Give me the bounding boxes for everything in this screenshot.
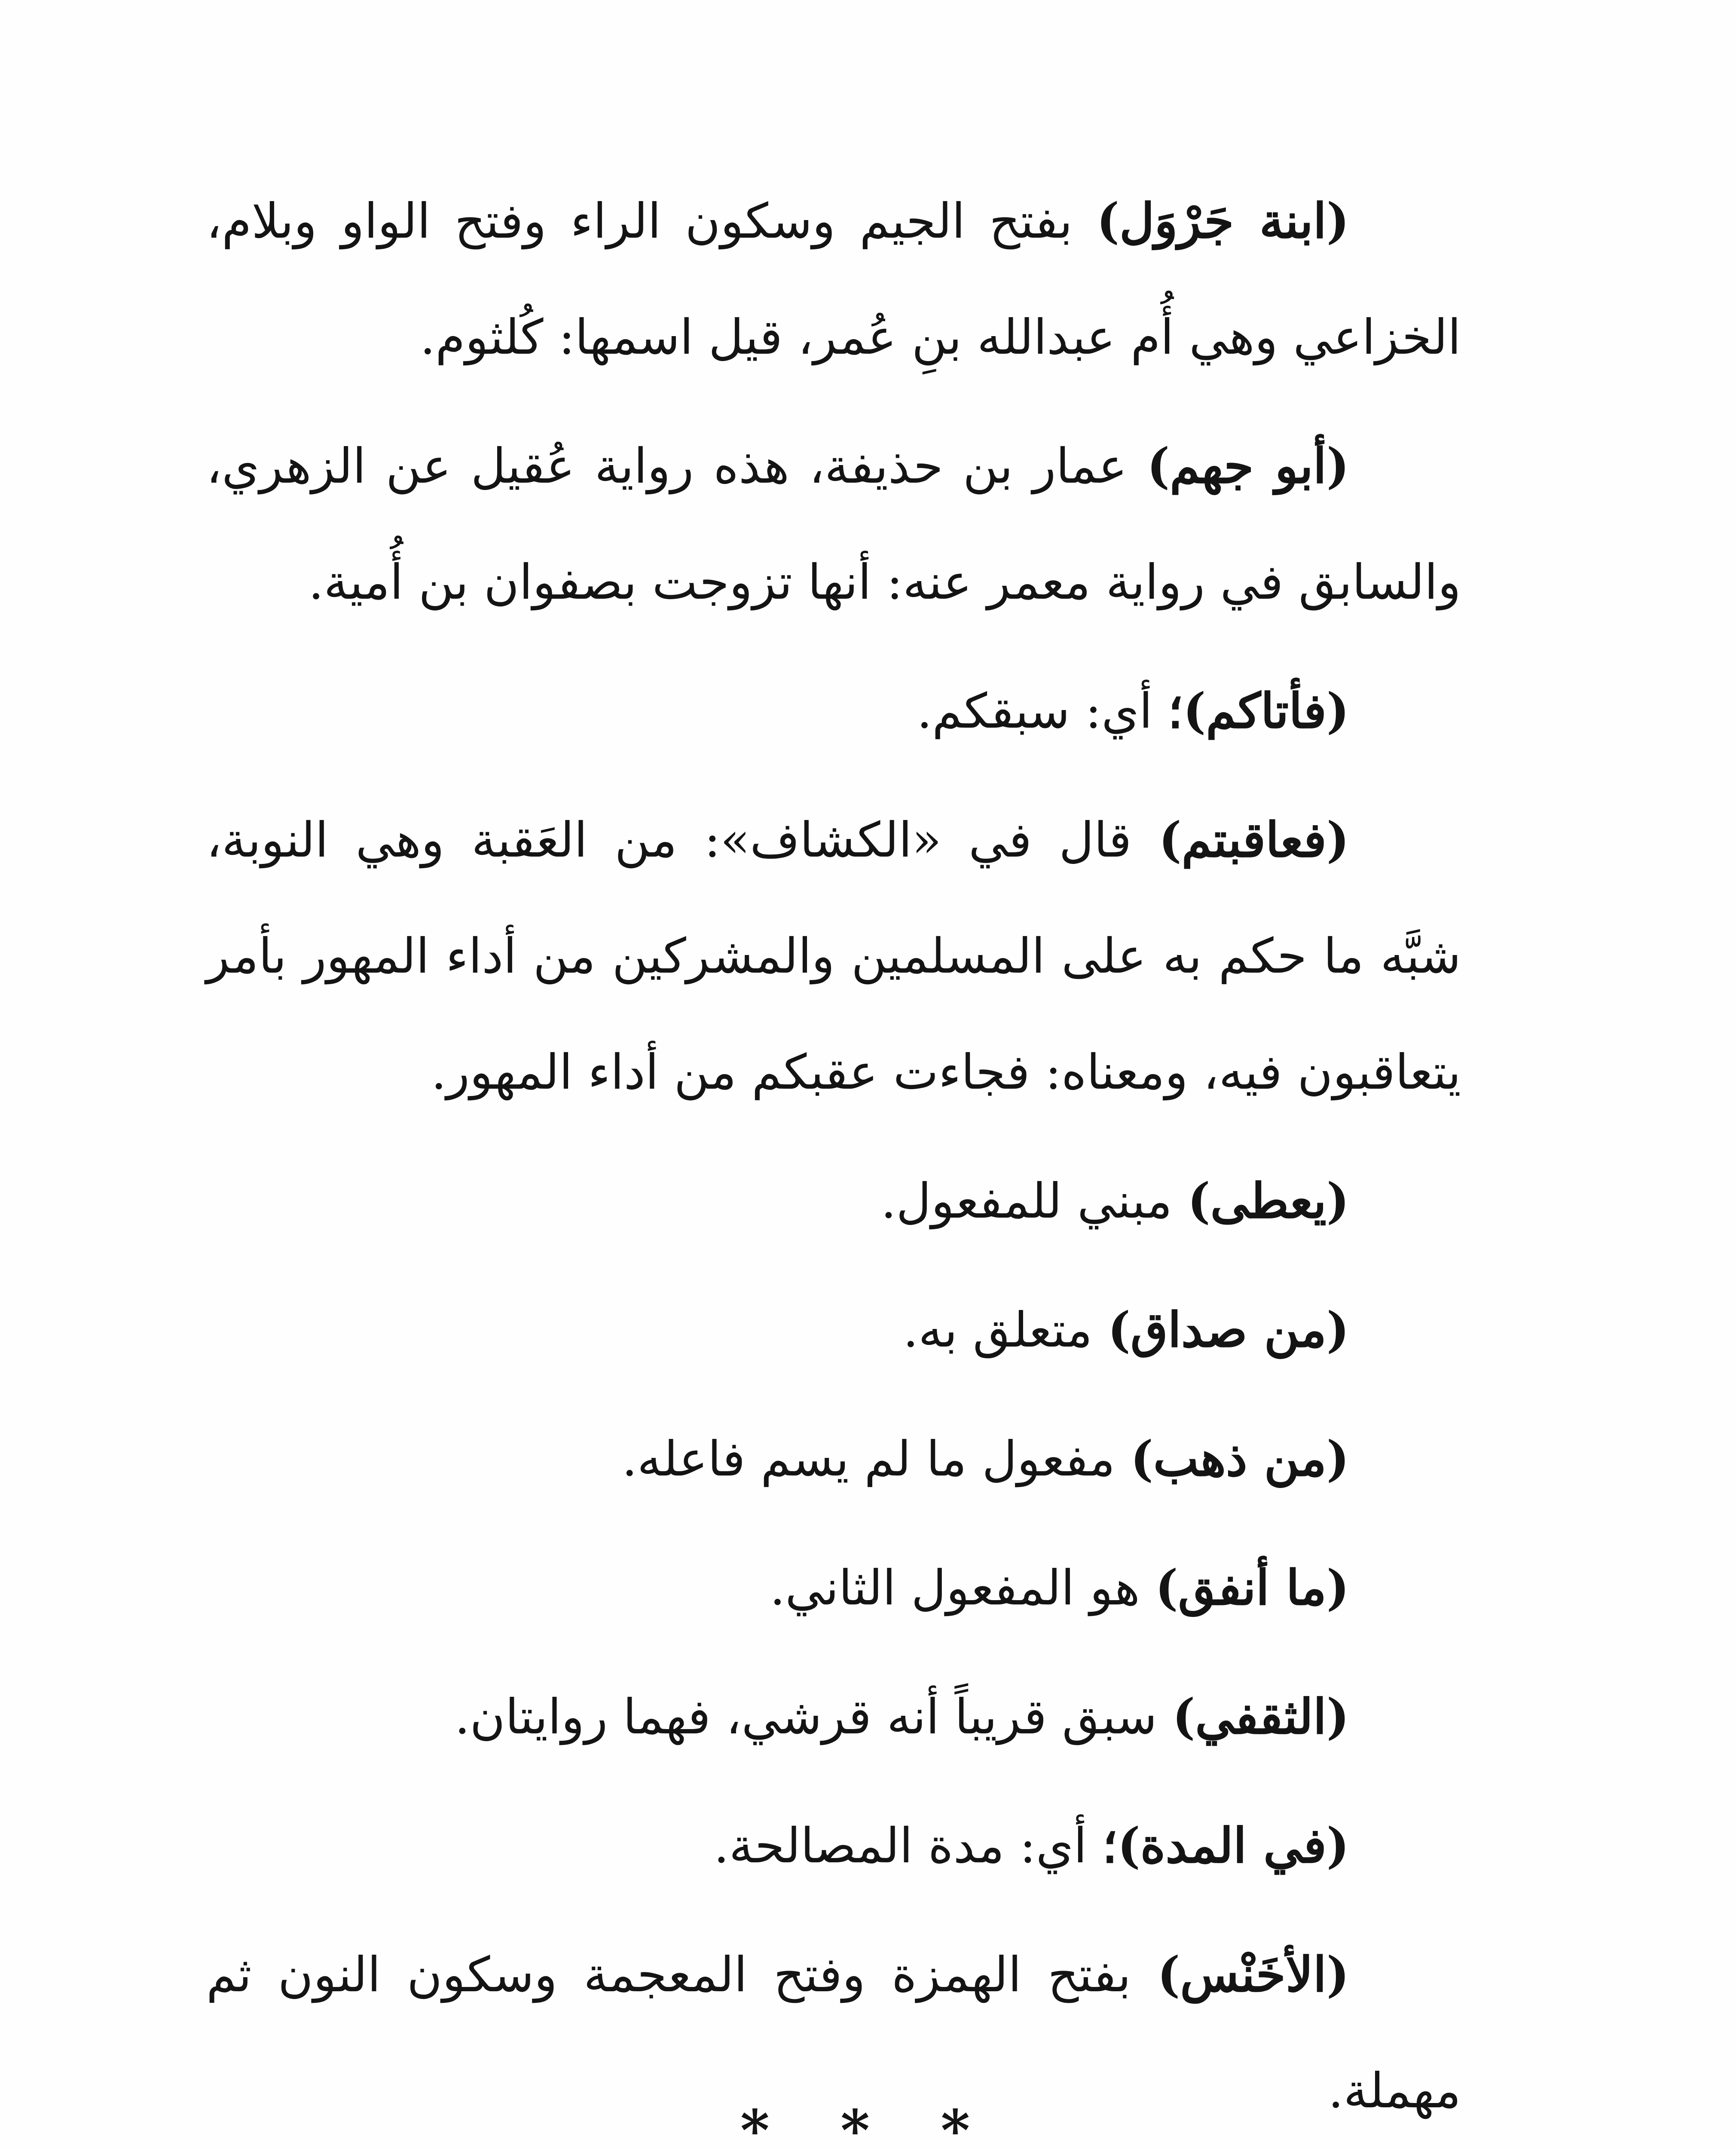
explanation: مفعول ما لم يسم فاعله. xyxy=(622,1431,1131,1487)
section-separator: * * * xyxy=(740,2097,996,2149)
term: (فأتاكم)؛ xyxy=(1168,683,1349,739)
paragraph-abu-jahm xyxy=(206,408,1461,640)
explanation: بفتح الجيم وسكون الراء وفتح الواو وبلام، الخزاعي وهي أُم عبدالله بنِ عُمر، قيل اسمها: كُلثوم. xyxy=(206,193,1461,365)
paragraph-fa-atakum xyxy=(206,653,1461,769)
term: (ابنة جَرْوَل) xyxy=(1097,193,1349,249)
explanation: بفتح الهمزة وفتح المعجمة وسكون النون ثم مهملة. xyxy=(206,1947,1461,2119)
term: (من صداق) xyxy=(1107,1302,1349,1358)
term: (الأخَنْس) xyxy=(1157,1947,1349,2003)
paragraph-min-dhahab xyxy=(206,1401,1461,1517)
term: (في المدة)؛ xyxy=(1102,1818,1349,1874)
term: (من ذهب) xyxy=(1130,1431,1349,1487)
explanation: عمار بن حذيفة، هذه رواية عُقيل عن الزهري، والسابق في رواية معمر عنه: أنها تزوجت بصفوان بن أُمية. xyxy=(206,438,1461,610)
explanation: أي: سبقكم. xyxy=(917,683,1168,739)
explanation: مبني للمفعول. xyxy=(880,1173,1188,1229)
term: (أبو جهم) xyxy=(1147,438,1350,494)
term: (ما أنفق) xyxy=(1155,1560,1349,1616)
explanation: هو المفعول الثاني. xyxy=(770,1560,1155,1616)
paragraph-yuta xyxy=(206,1143,1461,1259)
paragraph-fa-aqabtum xyxy=(206,782,1461,1130)
term: (فعاقبتم) xyxy=(1158,812,1349,868)
explanation: أي: مدة المصالحة. xyxy=(713,1818,1103,1874)
term: (الثقفي) xyxy=(1172,1689,1349,1745)
paragraph-ibnat-jarwal xyxy=(206,163,1461,395)
term: (يعطى) xyxy=(1187,1173,1349,1229)
paragraph-min-sadaq xyxy=(206,1272,1461,1388)
paragraph-ma-anfaq xyxy=(206,1530,1461,1646)
explanation: سبق قريباً أنه قرشي، فهما روايتان. xyxy=(454,1689,1173,1745)
explanation: متعلق به. xyxy=(903,1302,1108,1358)
paragraph-al-thaqafi xyxy=(206,1659,1461,1775)
paragraph-fil-mudda xyxy=(206,1788,1461,1904)
explanation: قال في «الكشاف»: من العَقبة وهي النوبة، شبَّه ما حكم به على المسلمين والمشركين من أداء المهور بأمر يتعاقبون فيه، ومعناه: فجاءت عقبكم من أداء المهور. xyxy=(206,812,1461,1100)
commentary-text xyxy=(206,163,1461,2149)
